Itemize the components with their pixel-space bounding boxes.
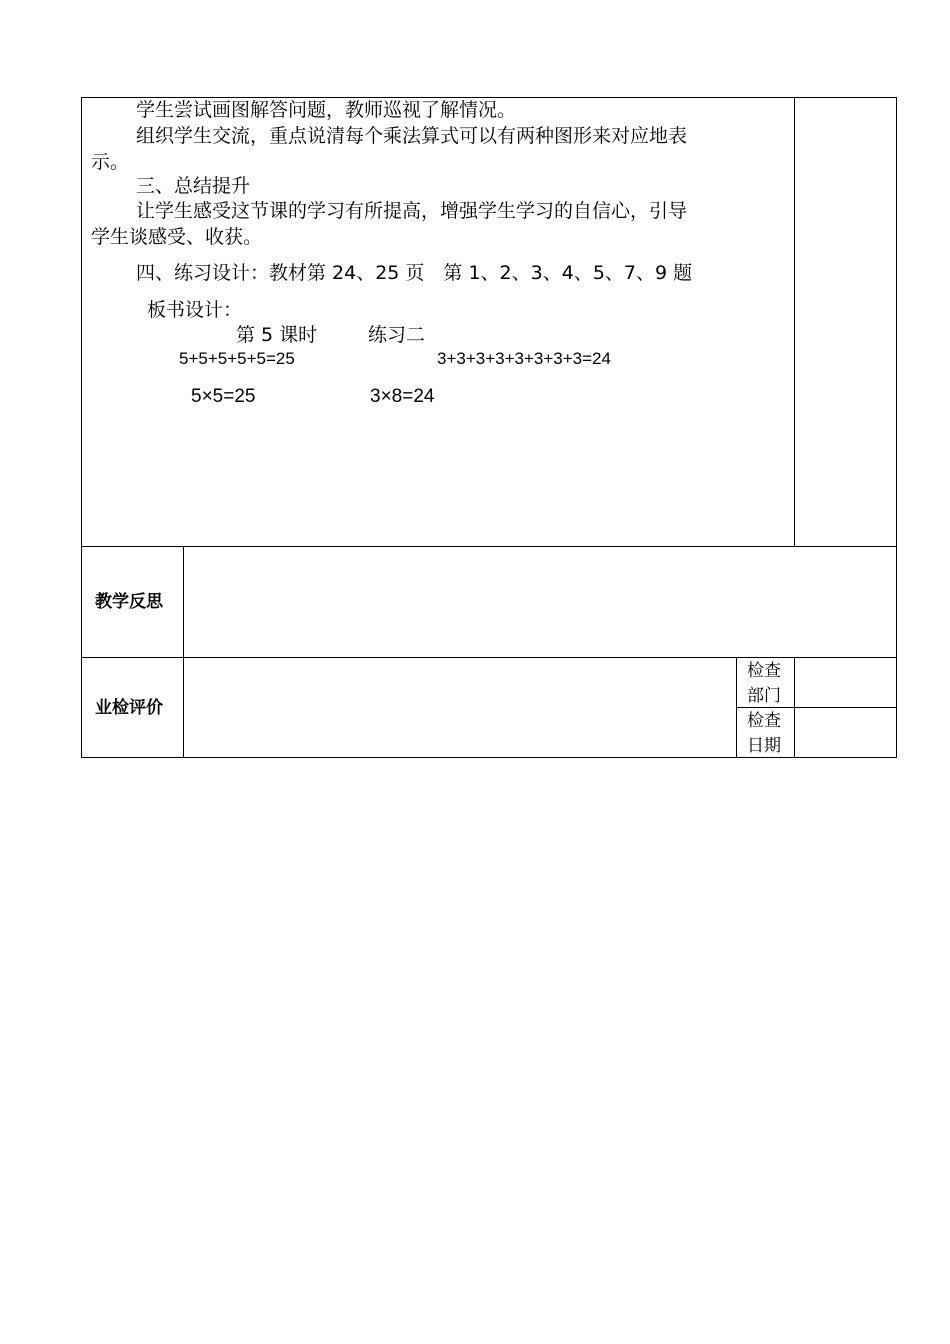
reflection-label: 教学反思 bbox=[95, 592, 163, 612]
plan-line-1: 学生尝试画图解答问题，教师巡视了解情况。 bbox=[136, 99, 517, 121]
board-addition-right: 3+3+3+3+3+3+3+3=24 bbox=[437, 349, 611, 368]
plan-line-3: 示。 bbox=[91, 151, 130, 173]
board-mult-left: 5×5=25 bbox=[191, 386, 256, 407]
check-date-label-line1: 检查 bbox=[747, 711, 781, 731]
board-lesson-subtitle: 练习二 bbox=[368, 324, 426, 346]
plan-section-heading: 三、总结提升 bbox=[136, 175, 251, 197]
board-lesson-title: 第 5 课时 bbox=[236, 324, 318, 346]
table-border-right bbox=[896, 97, 897, 758]
table-border-left bbox=[81, 97, 82, 758]
board-heading: 板书设计： bbox=[147, 299, 243, 321]
table-divider-check-label-left bbox=[736, 657, 737, 758]
plan-exercise-design: 四、练习设计：教材第 24、25 页 第 1、2、3、4、5、7、9 题 bbox=[136, 262, 693, 284]
reflection-content-cell[interactable] bbox=[184, 547, 896, 657]
check-dept-label-line2: 部门 bbox=[747, 686, 781, 706]
plan-line-5: 让学生感受这节课的学习有所提高，增强学生学习的自信心，引导 bbox=[136, 200, 688, 222]
table-divider-note-column bbox=[794, 97, 795, 547]
review-label: 业检评价 bbox=[95, 698, 163, 718]
check-date-value-cell[interactable] bbox=[795, 708, 896, 757]
plan-line-6: 学生谈感受、收获。 bbox=[91, 226, 263, 248]
check-date-label-line2: 日期 bbox=[747, 736, 781, 756]
review-content-cell[interactable] bbox=[184, 658, 736, 757]
check-dept-label-line1: 检查 bbox=[747, 661, 781, 681]
check-dept-value-cell[interactable] bbox=[795, 658, 896, 707]
plan-line-2: 组织学生交流，重点说清每个乘法算式可以有两种图形来对应地表 bbox=[136, 125, 688, 147]
board-addition-left: 5+5+5+5+5=25 bbox=[179, 349, 295, 368]
board-mult-right: 3×8=24 bbox=[370, 386, 435, 407]
